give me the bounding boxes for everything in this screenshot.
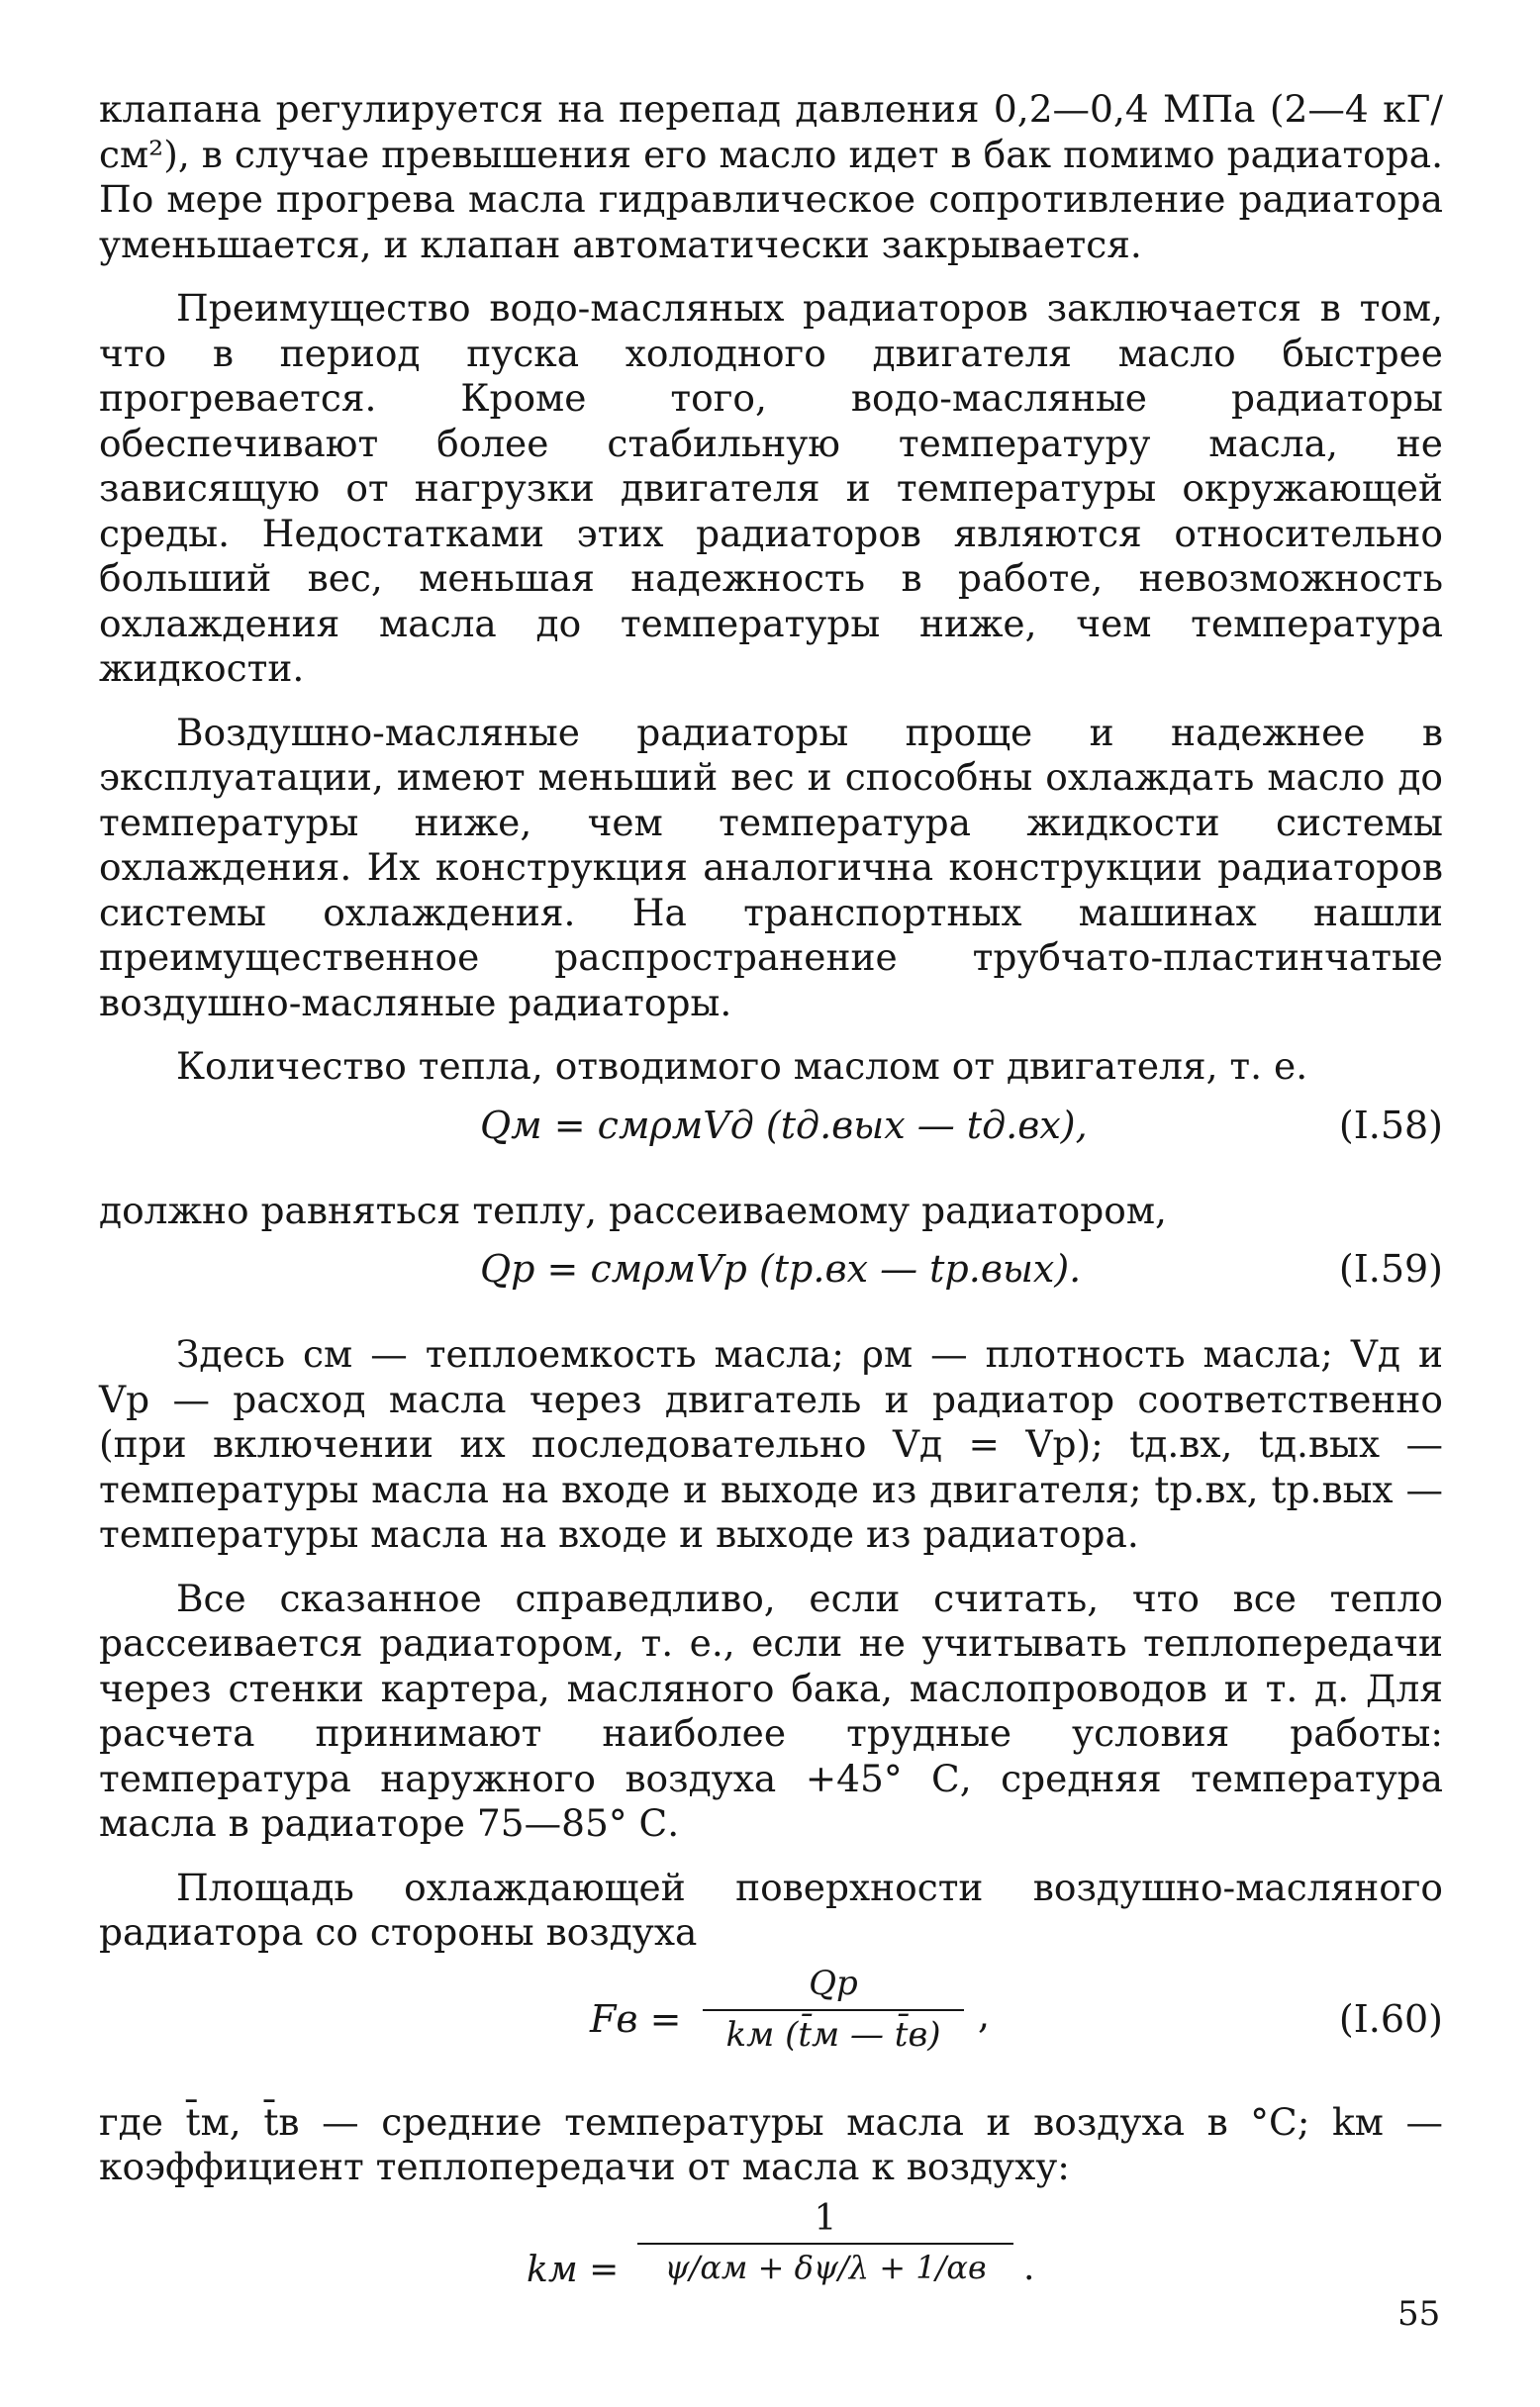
- paragraph-equal-heat: должно равняться теплу, рассеиваемому радиатором,: [99, 1188, 1167, 1232]
- paragraph-air-oil-radiators: Воздушно-масляные радиаторы проще и надежнее в эксплуатации, имеют меньший вес и способны охлаждать масло до температуры ниже, чем температура жидкости системы охлаждения. Их конструкция аналогична конструкции радиаторов системы охлаждения. На транспортных машинах нашли преимущественное распространение трубчато-пластинчатые воздушно-масляные радиаторы.: [99, 710, 1443, 1024]
- formula-fraction: [703, 1964, 964, 2055]
- formula-lhs: kм =: [527, 2249, 620, 2290]
- formula-number: (I.60): [1338, 1996, 1443, 2041]
- paragraph-water-oil-radiators: Преимущество водо-масляных радиаторов заключается в том, что в период пуска холодного двигателя масло быстрее прогревается. Кроме того, водо-масляные радиаторы обеспечивают более стабильную температуру масла, не зависящую от нагрузки двигателя и температуры окружающей среды. Недостатками этих радиаторов являются относительно больший вес, меньшая надежность в работе, невозможность охлаждения масла до температуры ниже, чем температура жидкости.: [99, 286, 1443, 690]
- formula-expression: Qм = cмρмVд (tд.вых — tд.вх),: [480, 1103, 1088, 1147]
- paragraph-notation: Здесь cм — теплоемкость масла; ρм — плотность масла; Vд и Vр — расход масла через двигатель и радиатор соответственно (при включении их последовательно Vд = Vр); tд.вх, tд.вых — температуры масла на входе и выходе из двигателя; tр.вх, tр.вых — температуры масла на входе и выходе из радиатора.: [99, 1332, 1443, 1556]
- formula-expression: Qр = cмρмVр (tр.вх — tр.вых).: [480, 1247, 1082, 1291]
- fraction-numerator: Qр: [809, 1963, 858, 2003]
- formula-fraction: [637, 2198, 1013, 2286]
- paragraph-heat-amount: Количество тепла, отводимого маслом от двигателя, т. е.: [176, 1044, 1308, 1088]
- formula-I-58: [99, 1098, 1443, 1163]
- formula-heat-transfer-coefficient: [99, 2198, 1443, 2347]
- paragraph-valve: клапана регулируется на перепад давления 0,2—0,4 МПа (2—4 кГ/см²), в случае превышения его масло идет в бак помимо радиатора. По мере прогрева масла гидравлическое сопротивление радиатора уменьшается, и клапан автоматически закрывается.: [99, 87, 1443, 266]
- fraction-bar: [637, 2243, 1013, 2245]
- formula-number: (I.59): [1338, 1247, 1443, 1291]
- fraction-numerator: 1: [814, 2197, 837, 2239]
- formula-I-59: [99, 1241, 1443, 1306]
- page-body: [99, 87, 1443, 2347]
- fraction-bar: [703, 2009, 964, 2011]
- page-number: 55: [1397, 2294, 1441, 2334]
- formula-comma: ,: [978, 1992, 991, 2037]
- paragraph-mean-temps: где t̄м, t̄в — средние температуры масла и воздуха в °С; kм — коэффициент теплопередачи от масла к воздуху:: [99, 2099, 1443, 2188]
- paragraph-conditions: Все сказанное справедливо, если считать, что все тепло рассеивается радиатором, т. е., если не учитывать теплопередачи через стенки картера, масляного бака, маслопроводов и т. д. Для расчета принимают наиболее трудные условия работы: температура наружного воздуха +45° С, средняя температура масла в радиаторе 75—85° С.: [99, 1576, 1443, 1845]
- formula-number: (I.58): [1338, 1103, 1443, 1147]
- formula-period: .: [1023, 2247, 1035, 2288]
- formula-lhs: Fв =: [590, 1996, 682, 2041]
- fraction-denominator: kм (t̄м — t̄в): [725, 2014, 941, 2055]
- paragraph-surface-area: Площадь охлаждающей поверхности воздушно-масляного радиатора со стороны воздуха: [99, 1865, 1443, 1954]
- formula-I-60: [99, 1964, 1443, 2078]
- fraction-denominator: ψ/αм + δψ/λ + 1/αв: [664, 2248, 987, 2286]
